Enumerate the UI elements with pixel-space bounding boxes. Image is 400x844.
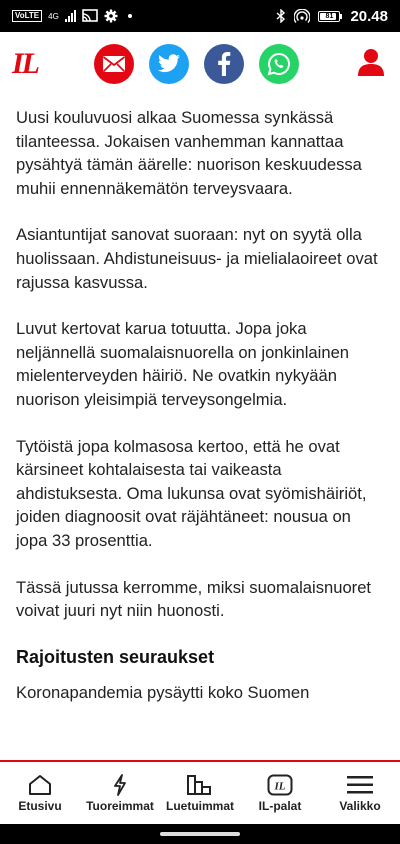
article-paragraph: Uusi kouluvuosi alkaa Suomessa synkässä tilanteessa. Jokaisen vanhemman kannattaa pysähtyä tämän äärelle: nuorison keskuudessa muhii ennennäkemätön terveysvaara. [16,108,362,198]
article-paragraph: Tässä jutussa kerromme, miksi suomalaisnuoret voivat juuri nyt niin huonosti. [16,577,372,621]
share-whatsapp-button[interactable] [259,44,299,84]
article-paragraph: Asiantuntijat sanovat suoraan: nyt on syytä olla huolissaan. Ahdistuneisuus- ja mielialaoireet ovat rajussa kasvussa. [16,225,378,292]
clock: 20.48 [350,7,388,25]
bar-chart-icon [186,774,214,796]
article-body [0,96,400,760]
hotspot-icon [294,9,310,23]
home-gesture-bar[interactable] [160,832,240,836]
lightning-icon [112,774,128,796]
svg-text:IL: IL [274,780,286,792]
app-header [0,32,400,96]
battery-icon [318,11,342,22]
cast-icon [82,9,98,23]
user-profile-button[interactable] [358,48,384,81]
article-paragraph: Luvut kertovat karua totuutta. Jopa joka neljännellä suomalaisnuorella on jonkinlainen mielenterveyden häiriö. Ne ovatkin nykyään nuorison yleisimpiä terveysongelmia. [16,319,350,409]
il-logo[interactable]: IL [12,47,38,80]
bluetooth-icon [276,9,286,23]
system-navigation-bar [0,824,400,844]
nav-item-etusivu[interactable] [0,762,80,824]
share-twitter-button[interactable] [149,44,189,84]
nav-label: Tuoreimmat [86,798,154,813]
gear-icon [104,9,118,23]
share-buttons [94,44,299,84]
status-bar [0,0,400,32]
volte-indicator: VoLTE [12,10,42,22]
article-paragraph-cut: Koronapandemia pysäytti koko Suomen [16,683,310,703]
email-icon [102,55,126,73]
il-badge-icon [267,774,293,796]
hamburger-menu-icon [346,774,374,796]
whatsapp-icon [267,52,291,76]
share-facebook-button[interactable] [204,44,244,84]
twitter-icon [157,54,181,74]
home-icon [28,774,52,796]
nav-item-luetuimmat[interactable] [160,762,240,824]
signal-icon [65,10,76,22]
notification-dot-icon [128,14,132,18]
article-paragraph: Tytöistä jopa kolmasosa kertoo, että he ovat kärsineet kohtalaisesta tai vaikeasta ahdistuksesta. Oma lukunsa ovat syömishäiriöt, joiden diagnoosit ovat räjähtäneet: nousua on jopa 33 prosenttia. [16,436,367,550]
nav-item-valikko[interactable] [320,762,400,824]
nav-item-tuoreimmat[interactable] [80,762,160,824]
bottom-navigation [0,760,400,824]
nav-label: Valikko [339,798,381,813]
battery-level: 81 [325,12,334,20]
network-type: 4G [48,11,59,21]
article-subheading: Rajoitusten seuraukset [16,646,215,667]
nav-label: Etusivu [18,798,62,813]
nav-item-il-palat[interactable] [240,762,320,824]
share-email-button[interactable] [94,44,134,84]
nav-label: Luetuimmat [165,798,234,813]
user-icon [358,48,384,76]
facebook-icon [217,52,231,76]
nav-label: IL-palat [258,798,302,813]
